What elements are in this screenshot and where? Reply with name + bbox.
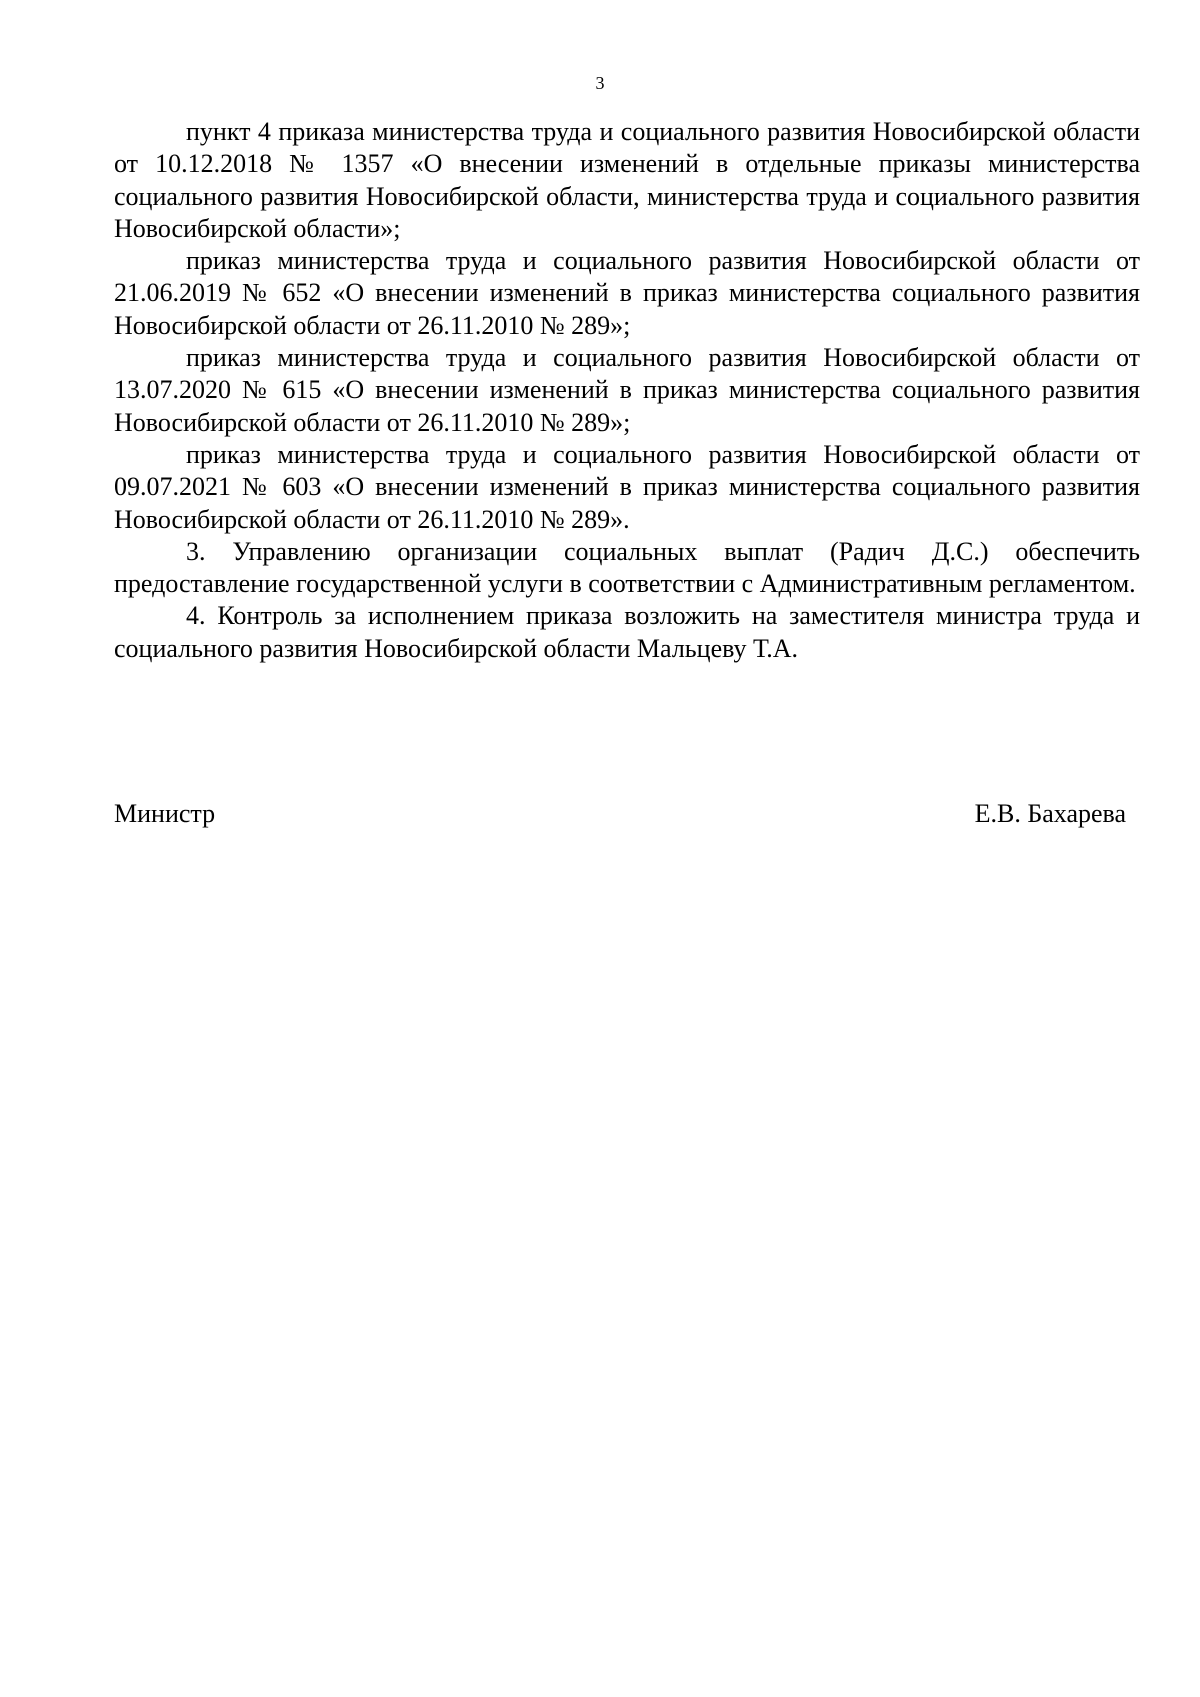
paragraph-order-603: приказ министерства труда и социального развития Новосибирской области от 09.07.2021 № 603 «О внесении изменений в приказ министерства социального развития Новосибирской области от 26.11.2010 № 289». — [114, 439, 1140, 534]
paragraph-item-4-1357: пункт 4 приказа министерства труда и социального развития Новосибирской области от 10.12.2018 № 1357 «О внесении изменений в отдельные приказы министерства социального развития Новосибирской области, министерства труда и социального развития Новосибирской области»; — [114, 117, 1140, 243]
paragraph-order-652: приказ министерства труда и социального развития Новосибирской области от 21.06.2019 № 652 «О внесении изменений в приказ министерства социального развития Новосибирской области от 26.11.2010 № 289»; — [114, 246, 1140, 340]
paragraph-clause-4: 4. Контроль за исполнением приказа возложить на заместителя министра труда и социального развития Новосибирской области Мальцеву Т.А. — [114, 601, 1140, 663]
paragraph-order-615: приказ министерства труда и социального развития Новосибирской области от 13.07.2020 № 615 «О внесении изменений в приказ министерства социального развития Новосибирской области от 26.11.2010 № 289»; — [114, 343, 1140, 437]
document-body — [114, 116, 1140, 665]
signatory-role: Министр — [114, 799, 216, 828]
signature-block — [114, 798, 1126, 832]
page-number: 3 — [595, 73, 605, 93]
paragraph-clause-3: 3. Управлению организации социальных выплат (Радич Д.С.) обеспечить предоставление государственной услуги в соответствии с Административным регламентом. — [114, 536, 1140, 599]
signatory-name: Е.В. Бахарева — [974, 799, 1126, 828]
